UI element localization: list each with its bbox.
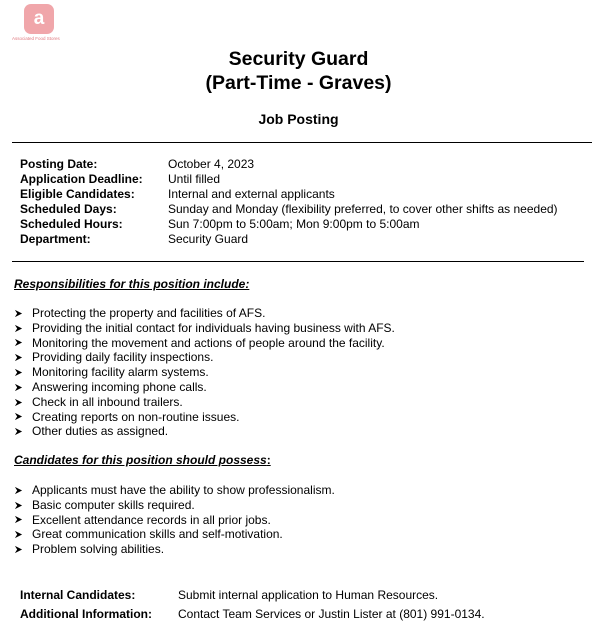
arrow-bullet-icon <box>14 545 32 554</box>
list-item <box>14 498 335 513</box>
qualifications-heading: Candidates for this position should possess: <box>14 453 271 467</box>
detail-value: Until filled <box>168 172 221 186</box>
list-item-text: Excellent attendance records in all prior jobs. <box>32 512 271 527</box>
arrow-bullet-icon <box>14 324 32 333</box>
list-item-text: Problem solving abilities. <box>32 542 165 557</box>
arrow-bullet-icon <box>14 368 32 377</box>
arrow-bullet-icon <box>14 427 32 436</box>
detail-row <box>20 232 558 247</box>
detail-label: Scheduled Hours: <box>20 217 123 231</box>
list-item-text: Answering incoming phone calls. <box>32 379 207 394</box>
list-item-text: Other duties as assigned. <box>32 424 169 439</box>
footer-row <box>20 586 485 605</box>
footer-label: Internal Candidates: <box>20 588 136 602</box>
detail-value: October 4, 2023 <box>168 157 255 171</box>
arrow-bullet-icon <box>14 486 32 495</box>
arrow-bullet-icon <box>14 515 32 524</box>
arrow-bullet-icon <box>14 309 32 318</box>
list-item-text: Monitoring the movement and actions of people around the facility. <box>32 335 385 350</box>
logo-caption: Associated Food Stores <box>12 36 60 41</box>
detail-row <box>20 217 558 232</box>
detail-label: Department: <box>20 232 91 246</box>
arrow-bullet-icon <box>14 353 32 362</box>
detail-value: Internal and external applicants <box>168 187 335 201</box>
arrow-bullet-icon <box>14 383 32 392</box>
detail-row <box>20 172 558 187</box>
arrow-bullet-icon <box>14 398 32 407</box>
list-item <box>14 513 335 528</box>
list-item-text: Protecting the property and facilities of AFS. <box>32 306 266 320</box>
list-item <box>14 542 335 557</box>
footer-row <box>20 605 485 624</box>
list-item <box>14 350 395 365</box>
detail-row <box>20 157 558 172</box>
arrow-bullet-icon <box>14 530 32 539</box>
detail-value: Security Guard <box>168 232 249 246</box>
list-item <box>14 365 395 380</box>
footer-value: Contact Team Services or Justin Lister at (801) 991-0134. <box>178 607 485 621</box>
arrow-bullet-icon <box>14 338 32 347</box>
company-logo <box>12 4 70 41</box>
logo-badge <box>24 4 54 34</box>
list-item <box>14 336 395 351</box>
qualifications-list <box>14 483 335 557</box>
top-divider <box>12 142 592 143</box>
job-title <box>0 47 597 95</box>
arrow-bullet-icon <box>14 412 32 421</box>
list-item <box>14 424 395 439</box>
list-item-text: Providing daily facility inspections. <box>32 350 214 365</box>
footer-label: Additional Information: <box>20 607 152 621</box>
svg-text:a: a <box>33 8 45 29</box>
list-item <box>14 321 395 336</box>
responsibilities-heading: Responsibilities for this position include: <box>14 277 250 291</box>
footer-info <box>20 586 485 624</box>
detail-value: Sun 7:00pm to 5:00am; Mon 9:00pm to 5:00am <box>168 217 420 231</box>
detail-label: Scheduled Days: <box>20 202 117 216</box>
list-item-text: Providing the initial contact for individuals having business with AFS. <box>32 320 395 335</box>
detail-label: Eligible Candidates: <box>20 187 135 201</box>
list-item <box>14 527 335 542</box>
list-item-text: Basic computer skills required. <box>32 497 195 512</box>
detail-row <box>20 202 558 217</box>
details-divider <box>12 261 584 262</box>
job-title-line2: (Part-Time - Graves) <box>205 72 392 94</box>
list-item <box>14 395 395 410</box>
list-item <box>14 410 395 425</box>
logo-letter-icon <box>28 8 50 30</box>
arrow-bullet-icon <box>14 501 32 510</box>
detail-row <box>20 187 558 202</box>
list-item-text: Monitoring facility alarm systems. <box>32 365 209 380</box>
job-details <box>20 157 558 247</box>
list-item-text: Applicants must have the ability to show professionalism. <box>32 483 335 497</box>
list-item-text: Check in all inbound trailers. <box>32 394 183 409</box>
list-item <box>14 380 395 395</box>
list-item <box>14 483 335 498</box>
posting-subtitle: Job Posting <box>258 111 339 127</box>
footer-value: Submit internal application to Human Resources. <box>178 588 439 602</box>
list-item <box>14 306 395 321</box>
list-item-text: Creating reports on non-routine issues. <box>32 409 240 424</box>
job-title-line1: Security Guard <box>228 48 369 70</box>
detail-label: Application Deadline: <box>20 172 143 186</box>
list-item-text: Great communication skills and self-motivation. <box>32 527 283 542</box>
responsibilities-list <box>14 306 395 439</box>
detail-label: Posting Date: <box>20 157 98 171</box>
detail-value: Sunday and Monday (flexibility preferred, to cover other shifts as needed) <box>168 202 558 216</box>
